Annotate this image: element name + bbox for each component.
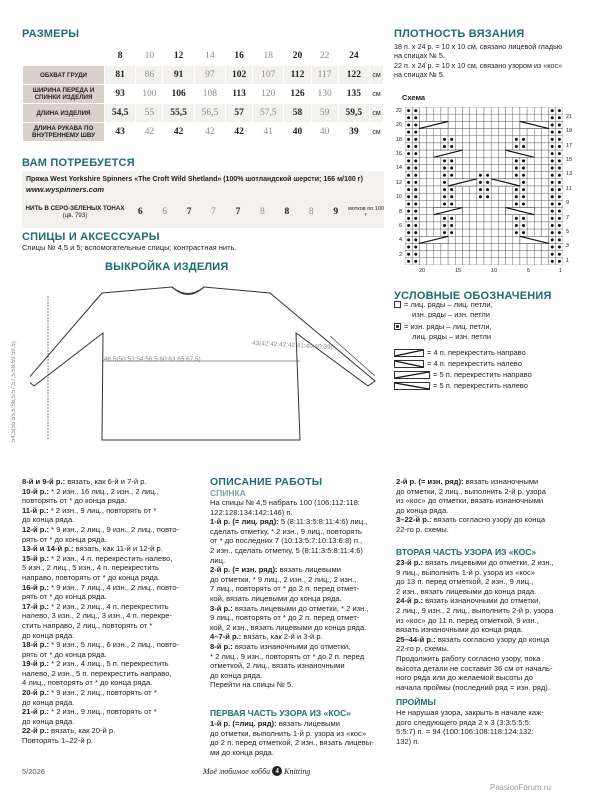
legend-title: УСЛОВНЫЕ ОБОЗНАЧЕНИЯ [394, 290, 552, 302]
skein-unit: мотков по 100 г [348, 205, 384, 218]
instruction-line: вязать изнаночными до конца ряда. [396, 625, 523, 635]
size-header: 22 [311, 47, 338, 66]
yarn-color-code: (цв. 793) [62, 212, 88, 219]
scheme-col-label: 5 [527, 268, 531, 274]
scheme-row-label: 6 [398, 222, 402, 229]
instruction-line: до конца ряда. [22, 716, 75, 726]
legend-cable-2: = 4 п. перекрестить налево [394, 359, 522, 368]
scheme-row-label: 4 [398, 237, 402, 244]
gauge-text-1: 18 п. х 24 р. = 10 х 10 см, связано лицевой гладью на спицах № 5. [394, 42, 563, 60]
instruction-line: рять от * до конца ряда. [22, 592, 107, 602]
size-cell: 58 [284, 104, 311, 123]
instruction-line: 9 лиц., выполнить 1-й р. узора из «кос» [396, 567, 535, 577]
size-row-label: ШИРИНА ПЕРЕДА И СПИНКИ ИЗДЕЛИЯ [23, 85, 105, 104]
instruction-line: начала проймы (последний ряд = изн. ряд). [396, 682, 550, 692]
skein-count: 7 [211, 207, 216, 217]
magazine-brand: Knitting [284, 766, 311, 776]
cable-icon [394, 349, 424, 357]
pattern-title: ВЫКРОЙКА ИЗДЕЛИЯ [105, 261, 229, 273]
first-part-title: ПЕРВАЯ ЧАСТЬ УЗОРА ИЗ «КОС» [210, 708, 351, 718]
size-cell: 122 [338, 66, 369, 85]
size-cell: 42 [226, 123, 253, 142]
instruction-line: 8-й р.: вязать изнаночными до отметки, [210, 641, 351, 651]
instruction-line: кой, 2 изн., вязать лицевыми до конца ряда. [210, 622, 367, 632]
instruction-line: до отметки, * 9 лиц., 2 изн., 2 лиц., 2 изн., [210, 574, 357, 584]
scheme-column-numbers [405, 268, 563, 276]
page-number: 5/2026 [22, 767, 45, 776]
scheme-row-label: 7 [566, 214, 570, 221]
knit-box-icon [394, 301, 401, 308]
instruction-line: 16-й р.: * 9 изн., 7 лиц., 4 изн., 2 лиц., повто- [22, 582, 180, 592]
instruction-line: до отметки, выполнить 1-й р. узора из «кос» [210, 728, 367, 738]
instruction-line: 25–44-й р.: вязать согласно узору до конца [396, 634, 550, 644]
scheme-row-label: 14 [395, 165, 402, 172]
size-cell: 112 [284, 66, 311, 85]
size-header: 10 [136, 47, 163, 66]
instruction-line: до конца ряда. [22, 697, 75, 707]
scheme-title: Схема [402, 93, 426, 102]
instructions-column-3c [396, 708, 581, 746]
sizes-title: РАЗМЕРЫ [22, 28, 80, 40]
legend-knit: = лиц. ряды – лиц. петли, [394, 300, 493, 309]
cable-icon [394, 371, 430, 379]
instruction-line: 5:5:7) п. = 94 (100:106:108:118:124:132: [396, 727, 534, 737]
legend-knit-line2: изн. ряды – изн. петли [412, 310, 490, 319]
instructions-column-3b [396, 558, 581, 692]
size-cell: 40 [311, 123, 338, 142]
skein-count: 7 [235, 207, 241, 217]
size-header: 18 [253, 47, 284, 66]
size-cell: 106 [163, 85, 194, 104]
scheme-row-label: 10 [395, 194, 402, 201]
instruction-line: высота детали не составит 36 см от началь- [396, 663, 553, 673]
size-cell: 97 [194, 66, 225, 85]
instruction-line: сделать отметку, * 2 изн., 9 лиц., повторять [210, 526, 362, 536]
instruction-line: 22-го р. схемы. [396, 644, 449, 654]
instruction-line: 18-й р.: * 9 изн., 5 лиц., 6 изн., 2 лиц., повто- [22, 640, 180, 650]
skein-count: 9 [333, 207, 339, 217]
yarn-url: www.wyspinners.com [26, 185, 105, 194]
instruction-line: кой, вязать лицевыми до конца ряда. [210, 593, 342, 603]
scheme-row-label: 16 [395, 151, 402, 158]
size-unit: см [370, 123, 384, 142]
size-cell: 117 [311, 66, 338, 85]
size-cell: 107 [253, 66, 284, 85]
size-cell: 100 [136, 85, 163, 104]
pattern-drawing [30, 276, 390, 456]
instruction-line: до 13 п. перед отметкой, 2 изн., 9 лиц., [396, 577, 534, 587]
instruction-line: Перейти на спицы № 5. [210, 680, 294, 690]
instruction-line: 9 лиц., повторять от * до 2 п. перед отмет- [210, 613, 360, 623]
instruction-line: 3–22-й р.: вязать согласно узору до конца [396, 515, 546, 525]
size-unit: см [370, 85, 384, 104]
scheme-row-label: 8 [398, 208, 402, 215]
pattern-height-label: 54,5(55:55,5:56,5:57:57,5:58:59:59,5) [11, 341, 17, 442]
instruction-line: до конца ряда. [396, 505, 449, 515]
skein-count: 7 [186, 207, 192, 217]
size-cell: 86 [136, 66, 163, 85]
instructions-column-1 [22, 477, 207, 746]
instruction-line: до конца ряда. [22, 630, 75, 640]
instruction-line: 22-го р. схемы. [396, 524, 449, 534]
size-header: 16 [226, 47, 253, 66]
instruction-line: 2-й р. (= изн. ряд): вязать изнаночными [396, 477, 539, 486]
scheme-col-label: 1 [559, 268, 563, 274]
instruction-line: направо, повторять от * до конца ряда. [22, 572, 160, 582]
instruction-line: 2-й р. (= изн. ряд): вязать лицевыми [210, 565, 341, 575]
instruction-line: 4–7-й р.: вязать, как 2-й и 3-й р. [210, 632, 323, 642]
size-cell: 39 [338, 123, 369, 142]
instruction-line: до отметки, 2 лиц., выполнить 2-й р. узора [396, 486, 546, 496]
size-cell: 81 [105, 66, 136, 85]
cable-icon [394, 360, 424, 368]
scheme-row-label: 9 [566, 200, 570, 207]
scheme-row-label: 12 [395, 179, 402, 186]
size-cell: 55 [136, 104, 163, 123]
instructions-column-3 [396, 477, 581, 535]
instruction-line: 4 лиц., повторять от * до конца ряда. [22, 678, 153, 688]
scheme-row-numbers-left [392, 108, 402, 266]
size-cell: 42 [163, 123, 194, 142]
instruction-line: дого следующего ряда 2 х 3 (3:3:5:5:5: [396, 717, 531, 727]
size-cell: 40 [284, 123, 311, 142]
size-header: 8 [105, 47, 136, 66]
size-cell: 57,5 [253, 104, 284, 123]
gauge-text-2: 22 п. х 24 р. = 10 х 10 см, связано узором из «кос» на спицах № 5. [394, 61, 563, 79]
instruction-line: 11-й р.: * 2 изн., 9 лиц., повторять от * [22, 505, 157, 515]
instruction-line: 2 изн., вязать лицевыми до конца ряда. [396, 586, 537, 596]
instruction-line: 24-й р.: вязать изнаночными до отметки, [396, 596, 541, 606]
size-header: 20 [284, 47, 311, 66]
size-cell: 59 [311, 104, 338, 123]
skeins-row [22, 200, 384, 224]
instruction-line: 3-й р.: вязать лицевыми до отметки, * 2 изн., [210, 603, 369, 613]
scheme-row-label: 21 [566, 114, 573, 120]
instructions-column-2 [210, 498, 395, 690]
instruction-line: стить направо, 2 лиц., повторять от * [22, 620, 153, 630]
instruction-line: Повторять 1–22-й р. [22, 736, 94, 746]
size-cell: 54,5 [105, 104, 136, 123]
legend-cable-1: = 4 п. перекрестить направо [394, 348, 526, 357]
instruction-line: налево, 2 изн., 5 п. перекрестить направо, [22, 668, 172, 678]
magazine-footer [203, 766, 310, 776]
description-title: ОПИСАНИЕ РАБОТЫ [210, 476, 323, 488]
size-cell: 41 [253, 123, 284, 142]
scheme-col-label: 20 [419, 268, 426, 274]
instruction-line: до 2 п. перед отметкой, 2 изн., вязать лицевы- [210, 738, 374, 748]
scheme-row-label: 18 [395, 136, 402, 143]
instruction-line: лиц. [210, 555, 226, 565]
scheme-row-label: 13 [566, 171, 573, 178]
skein-count: 8 [260, 207, 265, 217]
instruction-line: ного ряда или до желаемой высоты до [396, 673, 534, 683]
instruction-line: 2 лиц., 9 изн., 2 лиц., выполнить 2-й р. узора [396, 605, 554, 615]
legend-purl-line2: лиц. ряды – изн. петли [412, 332, 492, 341]
scheme-row-label: 2 [398, 251, 402, 258]
instruction-line: Продолжить работу согласно узору, пока [396, 653, 541, 663]
instructions-column-2b [210, 719, 395, 757]
instruction-line: 5 изн., 2 лиц., 5 изн., 4 п. перекрестить [22, 563, 160, 573]
skein-count: 6 [137, 207, 143, 217]
site-watermark: PassionForum.ru [490, 783, 551, 792]
instruction-line: 122:128:134:142:146) п. [210, 507, 293, 517]
instruction-line: * 2 лиц., 9 изн., повторять от * до 2 п. перед [210, 651, 365, 661]
size-row-label: ДЛИНА РУКАВА ПО ВНУТРЕННЕМУ ШВУ [23, 123, 105, 142]
instruction-line: 132) п. [396, 736, 420, 746]
pattern-sleeve-label: 43(42:42:42:42:41:40:40:39) [251, 339, 333, 352]
scheme-row-label: 22 [395, 108, 402, 114]
scheme-col-label: 15 [455, 268, 462, 274]
instruction-line: 2 изн., сделать отметку, 5 (8:11:3:5:8:11:4:6) [210, 545, 363, 555]
size-cell: 126 [284, 85, 311, 104]
skein-count: 6 [162, 207, 168, 217]
instruction-line: налево, 3 изн., 2 лиц., 3 изн., 4 п. перекре- [22, 611, 173, 621]
instruction-line: повторять от * до конца ряда. [22, 496, 127, 506]
instruction-line: ми до конца ряда. [210, 747, 274, 757]
size-cell: 59,5 [338, 104, 369, 123]
magazine-name: Моё любимое хобби [203, 766, 271, 776]
instruction-line: до конца ряда. [210, 670, 263, 680]
instruction-line: На спицы № 4,5 набрать 100 (106:112:118: [210, 498, 360, 507]
instruction-line: 12-й р.: * 9 изн., 2 лиц., 9 изн., 2 лиц., повто- [22, 524, 180, 534]
size-cell: 108 [194, 85, 225, 104]
skein-count: 8 [284, 207, 290, 217]
size-cell: 57 [226, 104, 253, 123]
size-cell: 130 [311, 85, 338, 104]
back-title: СПИНКА [210, 488, 246, 498]
needles-text: Спицы № 4,5 и 5; вспомогательные спицы; контрастная нить. [22, 243, 237, 252]
scheme-row-label: 20 [395, 122, 402, 129]
legend-purl: = изн. ряды – лиц. петли, [394, 322, 492, 331]
instruction-line: рять от * до конца ряда. [22, 534, 107, 544]
issue-number-badge: 4 [272, 766, 282, 776]
yarn-color-label: НИТЬ В СЕРО-ЗЕЛЕНЫХ ТОНАХ [25, 205, 125, 212]
instruction-line: 1-й р. (=лиц. ряд): вязать лицевыми [210, 719, 340, 728]
instruction-line: 19-й р.: * 2 изн., 4 лиц., 5 п. перекрестить [22, 659, 169, 669]
instruction-line: 1-й р. (= лиц. ряд): 5 (8:11:3:5:8:11:4:6) лиц., [210, 517, 368, 527]
skein-count: 8 [308, 207, 314, 217]
instruction-line: от * до последних 7 (10:13:5:7:10:13:6:8) п., [210, 536, 363, 546]
instruction-line: 23-й р.: вязать лицевыми до отметки, 2 изн., [396, 558, 554, 567]
size-header: 24 [338, 47, 369, 66]
scheme-row-label: 5 [566, 228, 570, 235]
cable-icon [394, 382, 430, 390]
instruction-line: из «кос» до отметки, вязать изнаночными [396, 496, 544, 506]
instruction-line: рять от * до конца ряда. [22, 649, 107, 659]
instruction-line: 20-й р.: * 9 изн., 2 лиц., повторять от * [22, 688, 157, 698]
size-header: 12 [163, 47, 194, 66]
scheme-row-label: 11 [566, 185, 572, 192]
second-part-title: ВТОРАЯ ЧАСТЬ УЗОРА ИЗ «КОС» [396, 547, 537, 557]
needles-title: СПИЦЫ И АКСЕССУАРЫ [22, 231, 160, 243]
size-unit: см [370, 104, 384, 123]
size-cell: 42 [194, 123, 225, 142]
instruction-line: 22-й р.: вязать, как 20-й р. [22, 726, 116, 736]
size-cell: 42 [136, 123, 163, 142]
instruction-line: из «кос» до 11 п. перед отметкой, 9 изн., [396, 615, 539, 625]
size-row-label: ДЛИНА ИЗДЕЛИЯ [23, 104, 105, 123]
instruction-line: 7 лиц., повторять от * до 2 п. перед отмет- [210, 584, 360, 594]
armholes-title: ПРОЙМЫ [396, 697, 436, 707]
pattern-width-label: 46,5(50:53:54:56,5:60:63:65:67,5) [104, 356, 201, 363]
instruction-line: 15-й р.: * 2 изн., 4 п. перекрестить налево, [22, 553, 173, 563]
scheme-col-label: 10 [491, 268, 498, 274]
instruction-line: 8-й и 9-й р.: вязать, как 6-й и 7-й р. [22, 477, 147, 486]
legend-cable-4: = 5 п. перекрестить налево [394, 381, 528, 390]
instruction-line: до конца ряда. [22, 515, 75, 525]
size-cell: 93 [105, 85, 136, 104]
scheme-row-numbers-right [566, 114, 578, 272]
size-header: 14 [194, 47, 225, 66]
gauge-title: ПЛОТНОСТЬ ВЯЗАНИЯ [394, 28, 525, 40]
instruction-line: 21-й р.: * 2 изн., 9 лиц., повторять от * [22, 707, 157, 717]
legend-cable-3: = 5 п. перекрестить направо [394, 370, 532, 379]
scheme-grid [405, 107, 563, 265]
scheme-row-label: 3 [566, 243, 570, 250]
sizes-table [22, 46, 384, 142]
scheme-row-label: 1 [566, 257, 570, 264]
size-cell: 56,5 [194, 104, 225, 123]
materials-title: ВАМ ПОТРЕБУЕТСЯ [22, 157, 135, 169]
instruction-line: 13-й и 14-й р.: вязать, как 11-й и 12-й р. [22, 544, 163, 554]
scheme-row-label: 17 [566, 142, 573, 149]
size-row-label: ОБХВАТ ГРУДИ [23, 66, 105, 85]
size-cell: 113 [226, 85, 253, 104]
yarn-text: Пряжа West Yorkshire Spinners «The Croft Wild Shetland» (100% шотландской шерсти; 166 м/100 г) [26, 176, 363, 183]
instruction-line: Не нарушая узора, закрыть в начале каж- [396, 708, 544, 717]
size-cell: 120 [253, 85, 284, 104]
size-cell: 91 [163, 66, 194, 85]
instruction-line: отметкой, 2 лиц., вязать изнаночными [210, 661, 345, 671]
purl-dot-icon [394, 323, 401, 330]
scheme-row-label: 19 [566, 128, 573, 135]
scheme-row-label: 15 [566, 157, 573, 164]
instruction-line: 10-й р.: * 2 изн., 16 лиц., 2 изн., 2 лиц., [22, 486, 159, 496]
size-cell: 43 [105, 123, 136, 142]
instruction-line: 17-й р.: * 2 изн., 2 лиц., 4 п. перекрестить [22, 601, 169, 611]
size-cell: 135 [338, 85, 369, 104]
size-cell: 55,5 [163, 104, 194, 123]
size-unit: см [370, 66, 384, 85]
size-cell: 102 [226, 66, 253, 85]
